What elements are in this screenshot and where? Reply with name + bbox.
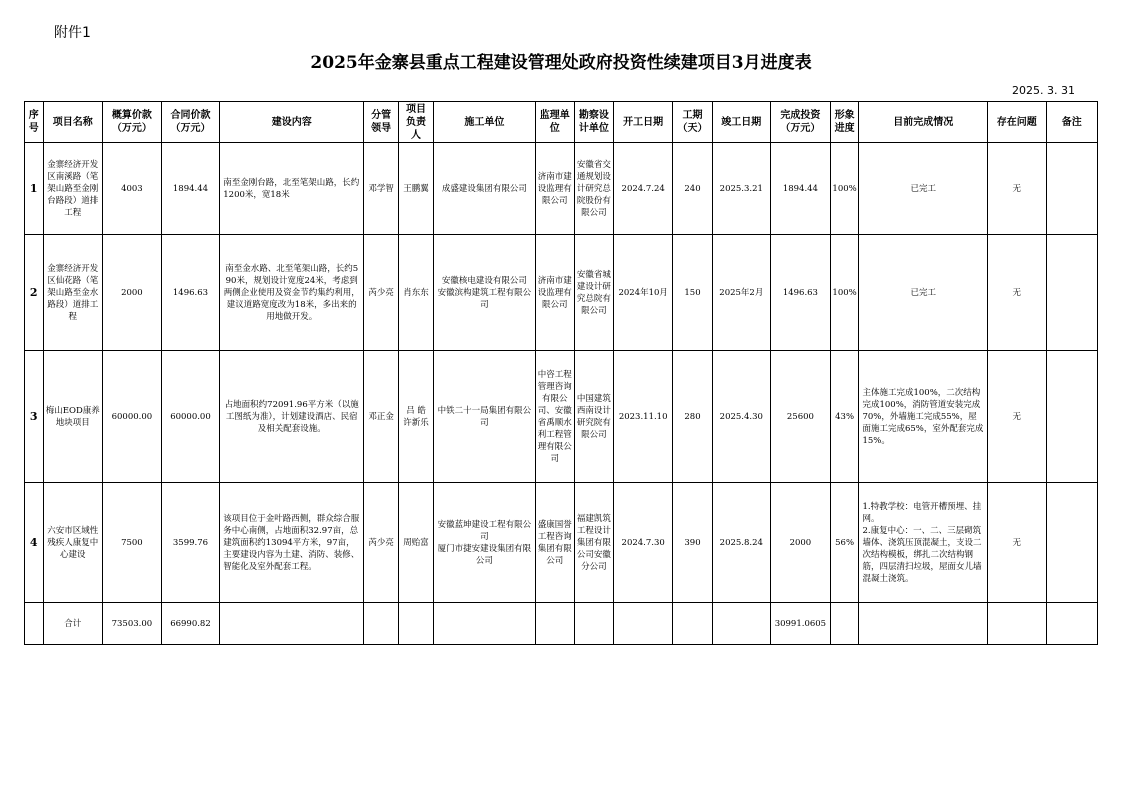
col-period-header: 工期 （天） bbox=[673, 102, 712, 143]
budget-cell: 7500 bbox=[103, 483, 162, 603]
row-index: 2 bbox=[25, 235, 44, 351]
start-date-cell: 2024.7.30 bbox=[613, 483, 673, 603]
total-row bbox=[25, 603, 1098, 645]
col-leader-header: 分管 领导 bbox=[364, 102, 399, 143]
manager-cell: 肖东东 bbox=[399, 235, 434, 351]
notes-cell bbox=[1046, 235, 1097, 351]
progress-cell: 43% bbox=[830, 351, 859, 483]
table-row bbox=[25, 143, 1098, 235]
col-supervisor-header: 监理单 位 bbox=[535, 102, 574, 143]
project-name: 六安市区域性残疾人康复中心建设 bbox=[43, 483, 103, 603]
leader-cell: 邓正金 bbox=[364, 351, 399, 483]
leader-cell: 邓学智 bbox=[364, 143, 399, 235]
col-designer-header: 勘察设 计单位 bbox=[574, 102, 613, 143]
manager-cell: 周贻富 bbox=[399, 483, 434, 603]
invest-cell: 25600 bbox=[771, 351, 831, 483]
leader-cell: 芮少亮 bbox=[364, 235, 399, 351]
contract-cell: 1496.63 bbox=[161, 235, 220, 351]
manager-cell: 吕 皓 许新乐 bbox=[399, 351, 434, 483]
total-budget: 73503.00 bbox=[103, 603, 162, 645]
table-row bbox=[25, 235, 1098, 351]
notes-cell bbox=[1046, 143, 1097, 235]
project-name: 金寨经济开发区仙花路（笔架山路至金水路段）道排工程 bbox=[43, 235, 103, 351]
issues-cell: 无 bbox=[987, 235, 1046, 351]
col-contract-header: 合同价款 （万元） bbox=[161, 102, 220, 143]
leader-cell: 芮少亮 bbox=[364, 483, 399, 603]
project-name: 梅山EOD康养地块项目 bbox=[43, 351, 103, 483]
end-date-cell: 2025.4.30 bbox=[712, 351, 771, 483]
end-date-cell: 2025.8.24 bbox=[712, 483, 771, 603]
designer-cell: 安徽省城建设计研究总院有限公司 bbox=[574, 235, 613, 351]
supervisor-cell: 盛康国誉工程咨询集团有限公司 bbox=[535, 483, 574, 603]
budget-cell: 60000.00 bbox=[103, 351, 162, 483]
status-cell: 已完工 bbox=[859, 143, 987, 235]
designer-cell: 安徽省交通规划设计研究总院股份有限公司 bbox=[574, 143, 613, 235]
page-title: 2025年金寨县重点工程建设管理处政府投资性续建项目3月进度表 bbox=[310, 53, 812, 73]
col-manager-header: 项目 负责 人 bbox=[399, 102, 434, 143]
total-label: 合计 bbox=[43, 603, 103, 645]
contract-cell: 60000.00 bbox=[161, 351, 220, 483]
status-cell: 已完工 bbox=[859, 235, 987, 351]
builder-cell: 安徽核电建设有限公司 安徽滨构建筑工程有限公司 bbox=[434, 235, 536, 351]
col-invest-header: 完成投资 （万元） bbox=[771, 102, 831, 143]
content-cell: 南至金水路、北至笔架山路，长约590米，规划设计宽度24米，考虑到两侧企业使用及资金节约集约利用，建议道路宽度改为18米，多出来的用地做开发。 bbox=[220, 235, 364, 351]
designer-cell: 福建凯筑工程设计集团有限公司安徽分公司 bbox=[574, 483, 613, 603]
progress-cell: 100% bbox=[830, 143, 859, 235]
invest-cell: 1894.44 bbox=[771, 143, 831, 235]
progress-cell: 100% bbox=[830, 235, 859, 351]
col-end-header: 竣工日期 bbox=[712, 102, 771, 143]
col-budget-header: 概算价款 （万元） bbox=[103, 102, 162, 143]
budget-cell: 4003 bbox=[103, 143, 162, 235]
contract-cell: 1894.44 bbox=[161, 143, 220, 235]
progress-cell: 56% bbox=[830, 483, 859, 603]
end-date-cell: 2025年2月 bbox=[712, 235, 771, 351]
report-date: 2025. 3. 31 bbox=[1012, 84, 1075, 97]
supervisor-cell: 中咨工程管理咨询有限公司、安徽省禹顺水利工程管理有限公司 bbox=[535, 351, 574, 483]
period-cell: 390 bbox=[673, 483, 712, 603]
invest-cell: 1496.63 bbox=[771, 235, 831, 351]
status-cell: 主体施工完成100%，二次结构完成100%，消防管道安装完成70%，外墙施工完成55%，屋面施工完成65%，室外配套完成15%。 bbox=[859, 351, 987, 483]
invest-cell: 2000 bbox=[771, 483, 831, 603]
supervisor-cell: 济南市建设监理有限公司 bbox=[535, 143, 574, 235]
builder-cell: 安徽蓝坤建设工程有限公司 厦门市捷安建设集团有限公司 bbox=[434, 483, 536, 603]
col-builder-header: 施工单位 bbox=[434, 102, 536, 143]
issues-cell: 无 bbox=[987, 143, 1046, 235]
contract-cell: 3599.76 bbox=[161, 483, 220, 603]
period-cell: 150 bbox=[673, 235, 712, 351]
content-cell: 南至金刚台路，北至笔架山路，长约1200米，宽18米 bbox=[220, 143, 364, 235]
manager-cell: 王鹏翼 bbox=[399, 143, 434, 235]
notes-cell bbox=[1046, 483, 1097, 603]
status-cell: 1.特教学校：电管开槽预埋、挂网。 2.康复中心：一、二、三层砌筑墙体、浇筑压顶混凝土，支设二次结构模板，绑扎二次结构钢筋，四层清扫垃圾，屋面女儿墙混凝土浇筑。 bbox=[859, 483, 987, 603]
notes-cell bbox=[1046, 351, 1097, 483]
table-row bbox=[25, 483, 1098, 603]
col-status-header: 目前完成情况 bbox=[859, 102, 987, 143]
col-progress-header: 形象 进度 bbox=[830, 102, 859, 143]
row-index: 1 bbox=[25, 143, 44, 235]
row-index: 4 bbox=[25, 483, 44, 603]
start-date-cell: 2024.7.24 bbox=[613, 143, 673, 235]
start-date-cell: 2023.11.10 bbox=[613, 351, 673, 483]
designer-cell: 中国建筑西南设计研究院有限公司 bbox=[574, 351, 613, 483]
budget-cell: 2000 bbox=[103, 235, 162, 351]
issues-cell: 无 bbox=[987, 483, 1046, 603]
header-row bbox=[25, 102, 1098, 143]
start-date-cell: 2024年10月 bbox=[613, 235, 673, 351]
issues-cell: 无 bbox=[987, 351, 1046, 483]
progress-table bbox=[24, 101, 1098, 645]
col-name-header: 项目名称 bbox=[43, 102, 103, 143]
attachment-label: 附件1 bbox=[54, 25, 91, 41]
content-cell: 占地面积约72091.96平方米（以施工图纸为准），计划建设酒店、民宿及相关配套设施。 bbox=[220, 351, 364, 483]
col-issues-header: 存在问题 bbox=[987, 102, 1046, 143]
row-index: 3 bbox=[25, 351, 44, 483]
period-cell: 280 bbox=[673, 351, 712, 483]
total-contract: 66990.82 bbox=[161, 603, 220, 645]
end-date-cell: 2025.3.21 bbox=[712, 143, 771, 235]
project-name: 金寨经济开发区南溪路（笔架山路至金刚台路段）道排工程 bbox=[43, 143, 103, 235]
content-cell: 该项目位于金叶路西侧，群众综合服务中心南侧，占地面积32.97亩，总建筑面积约13094平方米，97亩，主要建设内容为土建、消防、装修、智能化及室外配套工程。 bbox=[220, 483, 364, 603]
col-notes-header: 备注 bbox=[1046, 102, 1097, 143]
period-cell: 240 bbox=[673, 143, 712, 235]
builder-cell: 成盛建设集团有限公司 bbox=[434, 143, 536, 235]
col-content-header: 建设内容 bbox=[220, 102, 364, 143]
total-invest: 30991.0605 bbox=[771, 603, 831, 645]
supervisor-cell: 济南市建设监理有限公司 bbox=[535, 235, 574, 351]
col-start-header: 开工日期 bbox=[613, 102, 673, 143]
col-index-header: 序 号 bbox=[25, 102, 44, 143]
builder-cell: 中铁二十一局集团有限公司 bbox=[434, 351, 536, 483]
table-row bbox=[25, 351, 1098, 483]
